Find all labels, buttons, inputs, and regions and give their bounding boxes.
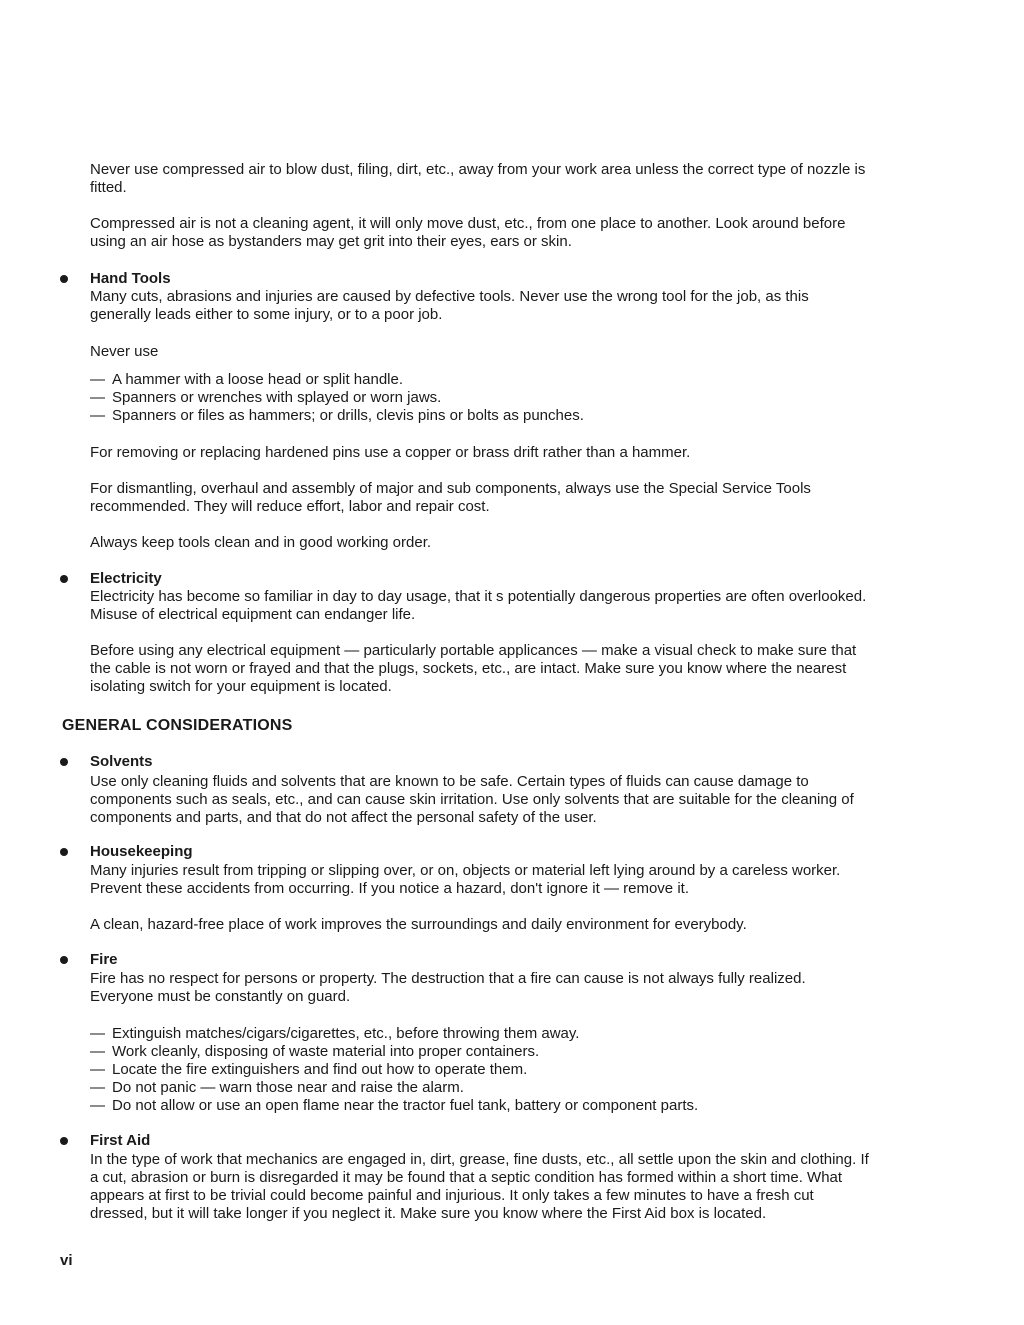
electricity-paragraph-2: Before using any electrical equipment — particularly portable applicances — make a visual check to make sure that the cable is not worn or frayed and that the plugs, sockets, etc., are intact. Make sure you know where the nearest isolating switch for your equipment is located. [90, 642, 857, 695]
never-use-label: Never use [90, 343, 159, 360]
intro-paragraph-2: Compressed air is not a cleaning agent, it will only move dust, etc., from one place to another. Look around before using an air hose as bystanders may get grit into their eyes, ears or skin. [90, 215, 846, 250]
hand-tools-never-use-list [90, 371, 870, 425]
bullet-first-aid [60, 1137, 68, 1145]
bullet-solvents [60, 758, 68, 766]
electricity-paragraph-1: Electricity has become so familiar in day to day usage, that it s potentially dangerous properties are often overlooked. Misuse of electrical equipment can endanger life. [90, 588, 867, 623]
fire-heading: Fire [90, 951, 118, 968]
hand-tools-paragraph-3: For dismantling, overhaul and assembly of major and sub components, always use the Special Service Tools recommended. They will reduce effort, labor and repair cost. [90, 480, 811, 515]
list-item: — Extinguish matches/cigars/cigarettes, etc., before throwing them away. [90, 1025, 580, 1042]
list-item: — Do not allow or use an open flame near the tractor fuel tank, battery or component parts. [90, 1097, 699, 1114]
housekeeping-paragraph-1: Many injuries result from tripping or slipping over, or on, objects or material left lying around by a careless worker. Prevent these accidents from occurring. If you notice a hazard, don't ignore it — remove it. [90, 862, 841, 897]
electricity-heading: Electricity [90, 570, 162, 587]
hand-tools-paragraph-2: For removing or replacing hardened pins use a copper or brass drift rather than a hammer. [90, 444, 691, 461]
bullet-housekeeping [60, 848, 68, 856]
list-item: — Spanners or files as hammers; or drills, clevis pins or bolts as punches. [90, 407, 584, 424]
first-aid-paragraph-1: In the type of work that mechanics are engaged in, dirt, grease, fine dusts, etc., all settle upon the skin and clothing. If a cut, abrasion or burn is disregarded it may be found that a septic condition has formed within a short time. What appears at first to be trivial could become painful and injurious. It only takes a few minutes to have a fresh cut dressed, but it will take longer if you neglect it. Make sure you know where the First Aid box is located. [90, 1151, 869, 1222]
bullet-hand-tools [60, 275, 68, 283]
housekeeping-paragraph-2: A clean, hazard-free place of work improves the surroundings and daily environment for everybody. [90, 916, 747, 933]
bullet-electricity [60, 575, 68, 583]
housekeeping-heading: Housekeeping [90, 843, 193, 860]
hand-tools-heading: Hand Tools [90, 270, 171, 287]
general-considerations-heading: GENERAL CONSIDERATIONS [62, 717, 293, 734]
fire-paragraph-1: Fire has no respect for persons or property. The destruction that a fire can cause is not always fully realized. Everyone must be constantly on guard. [90, 970, 806, 1005]
bullet-fire [60, 956, 68, 964]
hand-tools-paragraph-4: Always keep tools clean and in good working order. [90, 534, 432, 551]
page-number: vi [60, 1252, 73, 1269]
solvents-heading: Solvents [90, 753, 153, 770]
list-item: — A hammer with a loose head or split handle. [90, 371, 403, 388]
fire-safety-list [90, 1025, 870, 1115]
solvents-paragraph-1: Use only cleaning fluids and solvents that are known to be safe. Certain types of fluids can cause damage to components such as seals, etc., and can cause skin irritation. Use only solvents that are suitable for the cleaning of components and parts, and that do not affect the personal safety of the user. [90, 773, 854, 826]
hand-tools-paragraph-1: Many cuts, abrasions and injuries are caused by defective tools. Never use the wrong tool for the job, as this generally leads either to some injury, or to a poor job. [90, 288, 809, 323]
list-item: — Spanners or wrenches with splayed or worn jaws. [90, 389, 442, 406]
intro-paragraph-1: Never use compressed air to blow dust, filing, dirt, etc., away from your work area unless the correct type of nozzle is fitted. [90, 161, 866, 196]
list-item: — Locate the fire extinguishers and find out how to operate them. [90, 1061, 528, 1078]
first-aid-heading: First Aid [90, 1132, 151, 1149]
list-item: — Work cleanly, disposing of waste material into proper containers. [90, 1043, 540, 1060]
list-item: — Do not panic — warn those near and raise the alarm. [90, 1079, 464, 1096]
